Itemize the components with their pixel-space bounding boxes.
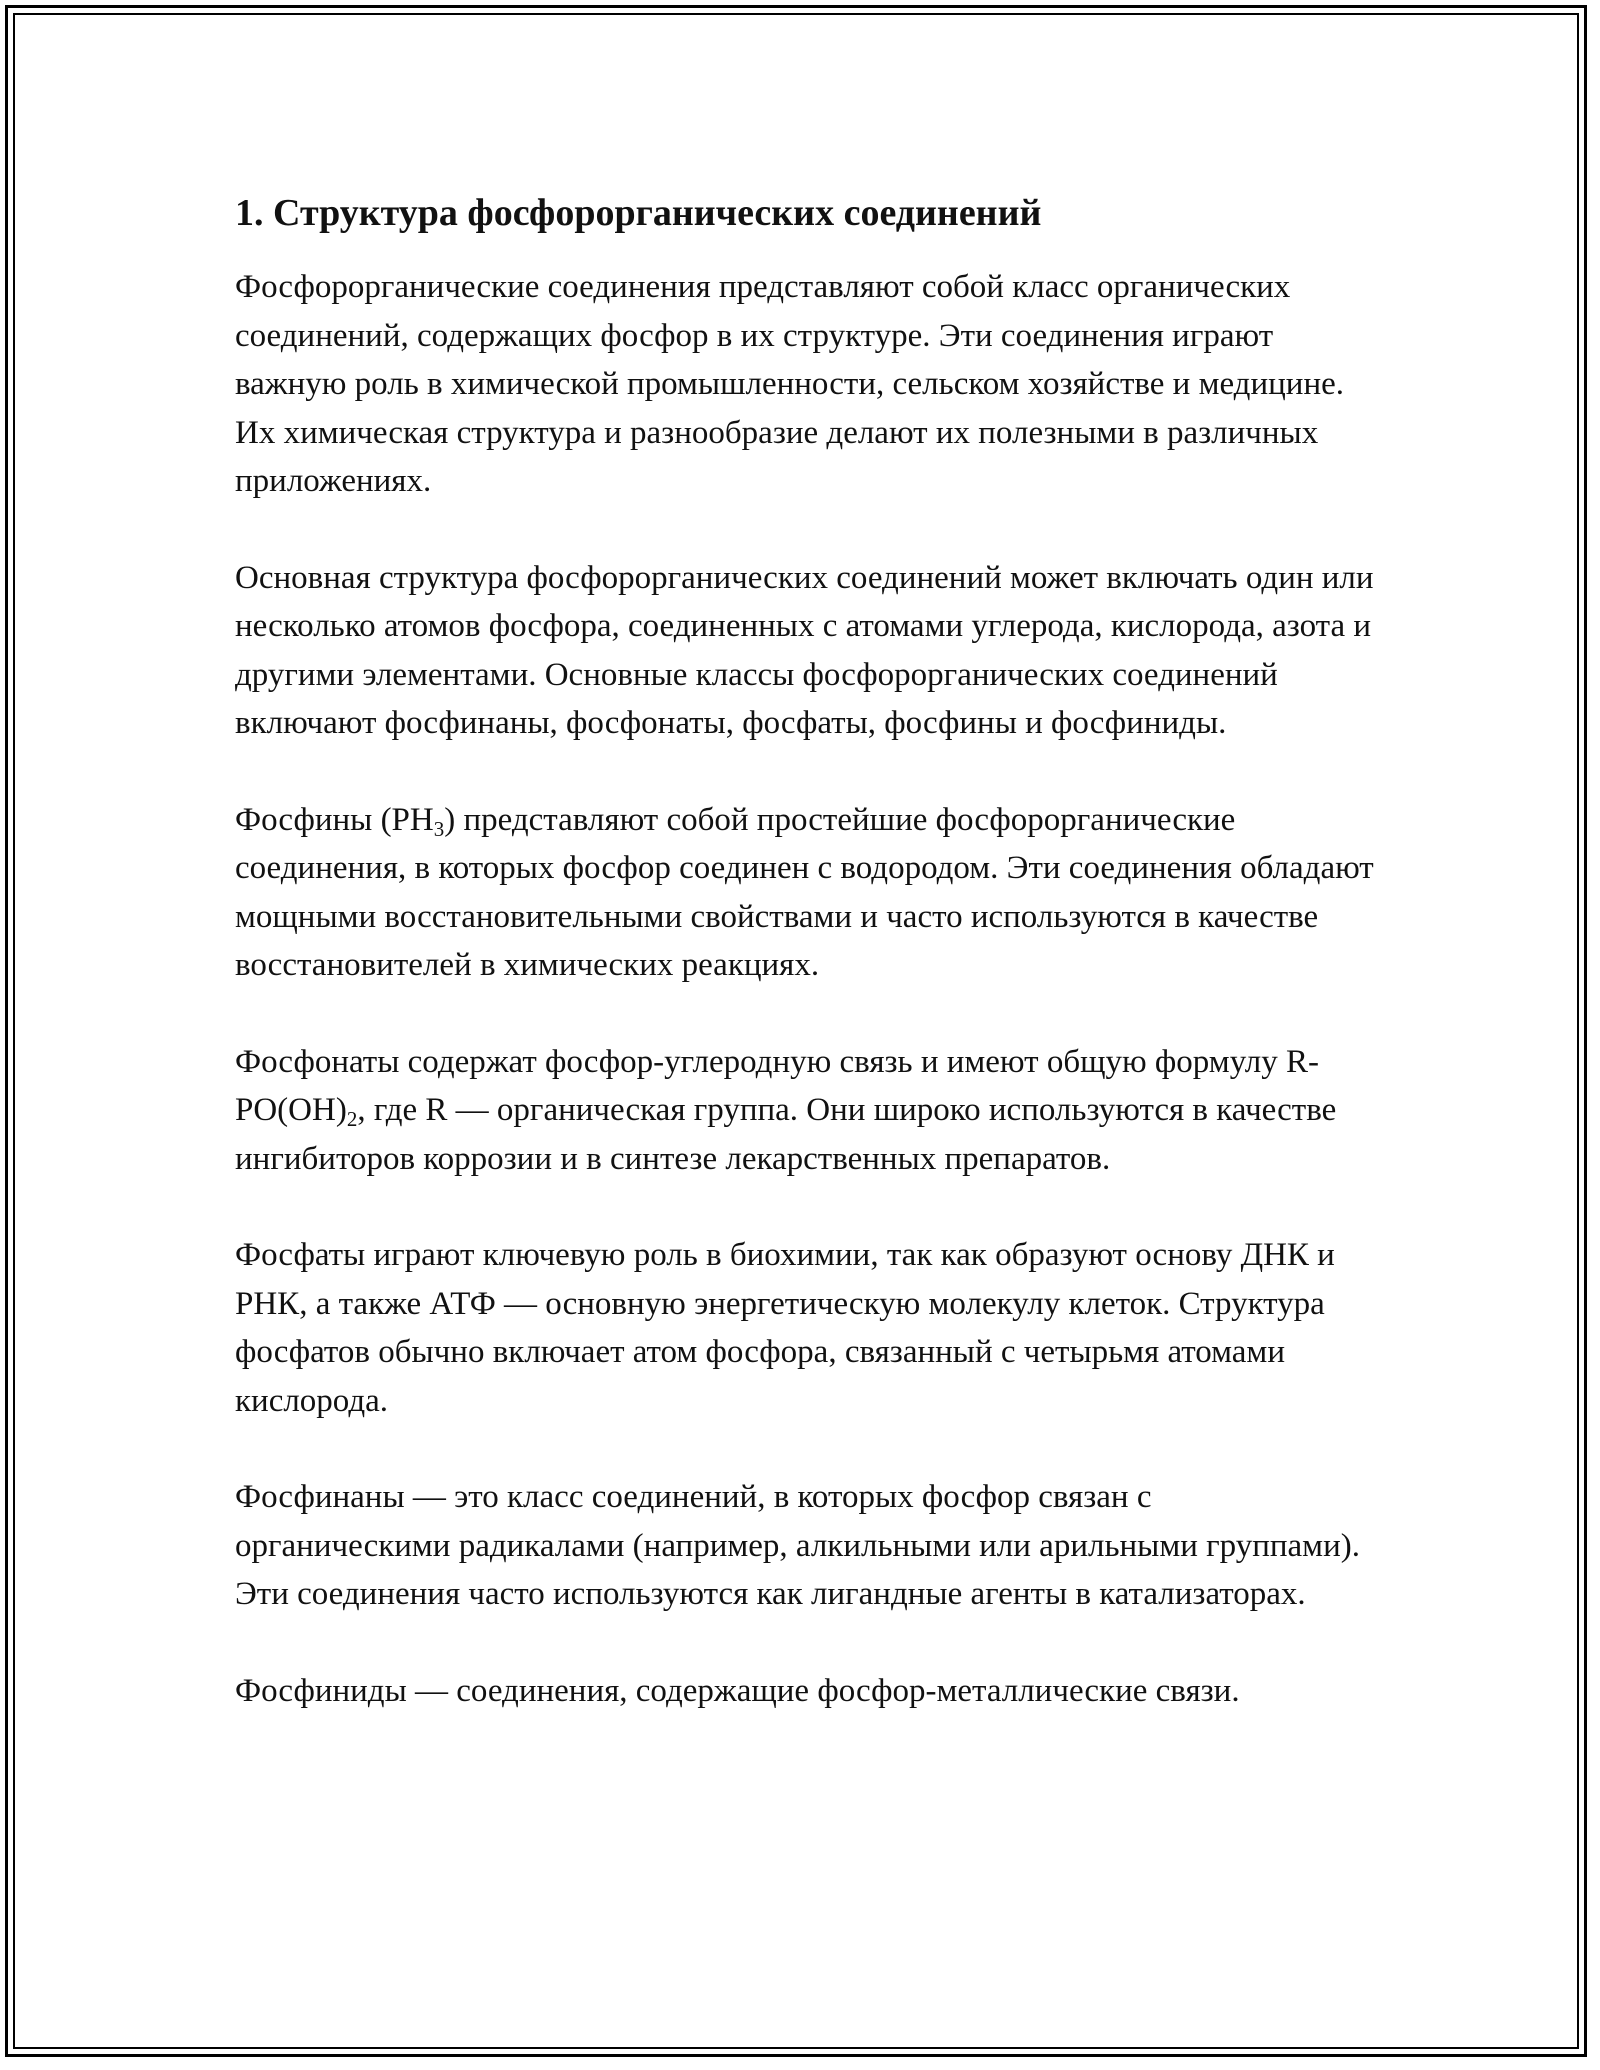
paragraph-phosphines	[235, 796, 1375, 990]
document-body	[235, 185, 1375, 1763]
paragraph-phosphines-text-start: Фосфины (PH	[235, 801, 434, 838]
paragraph-phosphonates-text-end: , где R — органическая группа. Они широко используются в качестве ингибиторов коррозии и в синтезе лекарственных препаратов.	[235, 1092, 1337, 1177]
paragraph-phosphinides: Фосфиниды — соединения, содержащие фосфор-металлические связи.	[235, 1672, 1240, 1709]
paragraph-phosphates: Фосфаты играют ключевую роль в биохимии, так как образуют основу ДНК и РНК, а также АТФ — основную энергетическую молекулу клеток. Структура фосфатов обычно включает атом фосфора, связанный с четырьмя атомами кислорода.	[235, 1237, 1335, 1419]
paragraph-intro: Фосфорорганические соединения представляют собой класс органических соединений, содержащих фосфор в их структуре. Эти соединения играют важную роль в химической промышленности, сельском хозяйстве и медицине. Их химическая структура и разнообразие делают их полезными в различных приложениях.	[235, 269, 1345, 499]
paragraph-basic-structure: Основная структура фосфорорганических соединений может включать один или несколько атомов фосфора, соединенных с атомами углерода, кислорода, азота и другими элементами. Основные классы фосфорорганических соединений включают фосфинаны, фосфонаты, фосфаты, фосфины и фосфиниды.	[235, 559, 1374, 741]
paragraph-phosphonates-subscript: 2	[346, 1107, 358, 1131]
paragraph-phosphonates-text-start: Фосфонаты содержат фосфор-углеродную связь и имеют общую формулу R-PO(OH)	[235, 1043, 1319, 1128]
paragraph-phosphines-subscript: 3	[433, 816, 445, 841]
paragraph-phosphines-text-end: ) представляют собой простейшие фосфорорганические соединения, в которых фосфор соединен с водородом. Эти соединения обладают мощными восстановительными свойствами и часто используются в качестве восстановителей в химических реакциях.	[235, 801, 1374, 983]
paragraph-phosphonates	[235, 1038, 1375, 1184]
section-title: 1. Структура фосфорорганических соединений	[235, 192, 1042, 234]
paragraph-phosphinanes: Фосфинаны — это класс соединений, в которых фосфор связан с органическими радикалами (например, алкильными или арильными группами). Эти соединения часто используются как лигандные агенты в катализаторах.	[235, 1479, 1360, 1612]
